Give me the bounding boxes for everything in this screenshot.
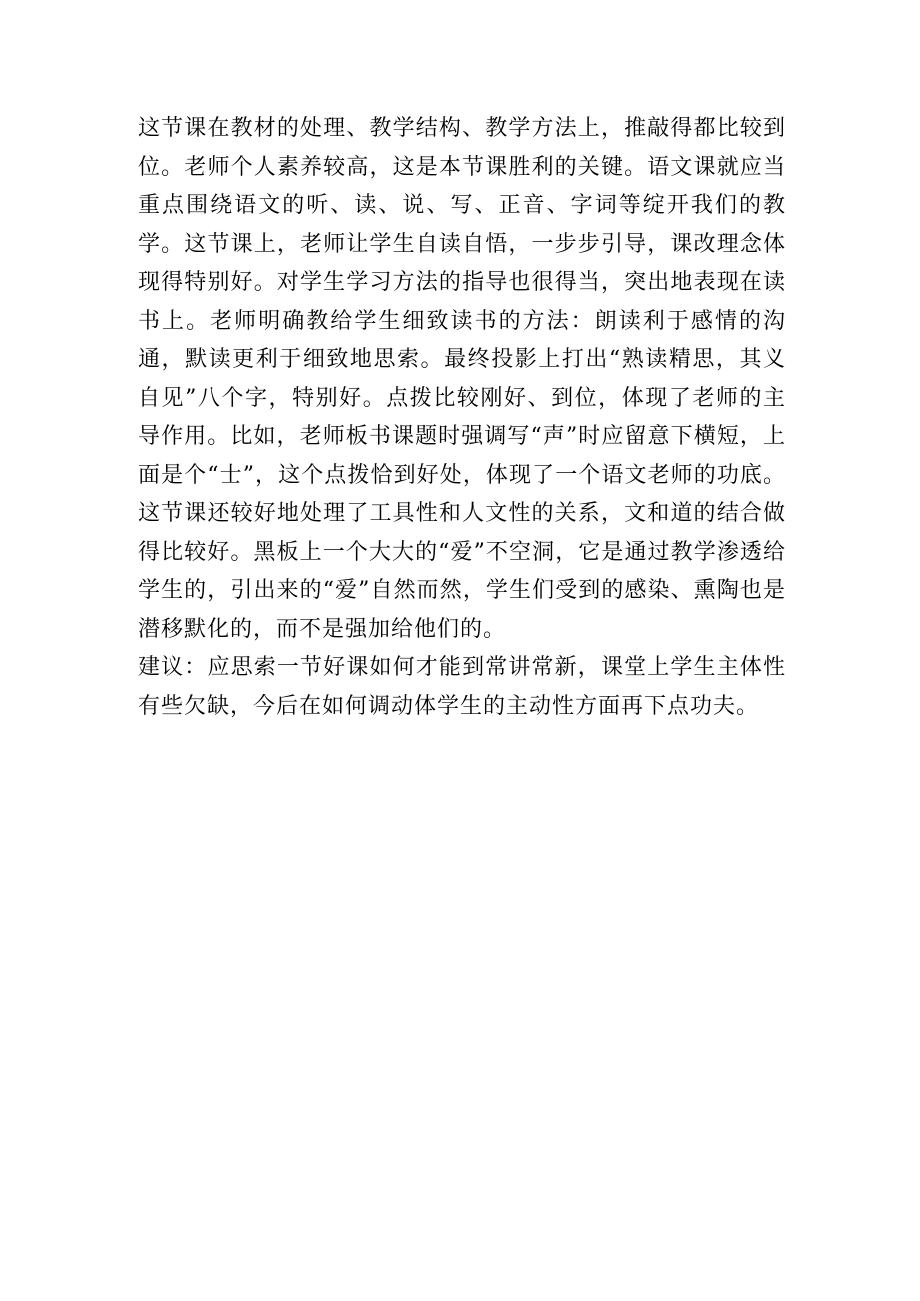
paragraph-suggestion: 建议：应思索一节好课如何才能到常讲常新，课堂上学生主体性有些欠缺，今后在如何调动体学生的主动性方面再下点功夫。	[138, 655, 786, 719]
paragraph-evaluation: 这节课在教材的处理、教学结构、教学方法上，推敲得都比较到位。老师个人素养较高，这是本节课胜利的关键。语文课就应当重点围绕语文的听、读、说、写、正音、字词等绽开我们的教学。这节课上，老师让学生自读自悟，一步步引导，课改理念体现得特别好。对学生学习方法的指导也很得当，突出地表现在读书上。老师明确教给学生细致读书的方法：朗读利于感情的沟通，默读更利于细致地思索。最终投影上打出“熟读精思，其义自见”八个字，特别好。点拨比较刚好、到位，体现了老师的主导作用。比如，老师板书课题时强调写“声”时应留意下横短，上面是个“士”，这个点拨恰到好处，体现了一个语文老师的功底。这节课还较好地处理了工具性和人文性的关系，文和道的结合做得比较好。黑板上一个大大的“爱”不空洞，它是通过教学渗透给学生的，引出来的“爱”自然而然，学生们受到的感染、熏陶也是潜移默化的，而不是强加给他们的。	[138, 116, 786, 642]
document-body	[138, 110, 786, 726]
